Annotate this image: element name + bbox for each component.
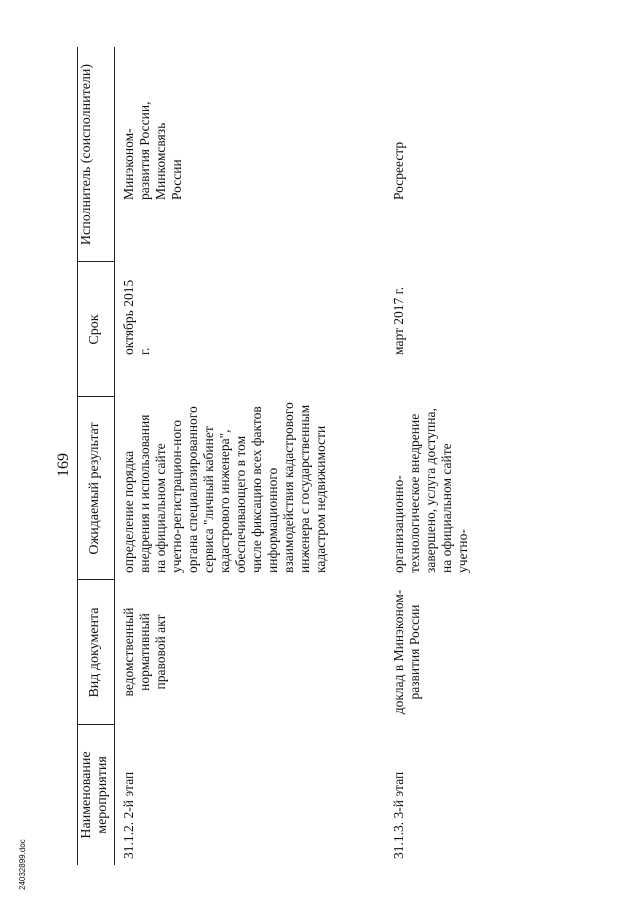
header-result: Ожидаемый результат xyxy=(87,422,102,555)
row-1-doc-type: ведомственный нормативный правовой акт xyxy=(121,607,168,697)
row-2-executor: Росреестр xyxy=(391,141,406,200)
rotated-page xyxy=(55,45,615,865)
row-2-doc-type: доклад в Минэконом-развития России xyxy=(391,589,422,715)
table-top-border xyxy=(77,47,78,865)
footer-code: 24032899.doc xyxy=(18,839,27,890)
row-1-executor: Минэконом-развития России, Минкомсвязь России xyxy=(121,101,184,200)
header-doc-type: Вид документа xyxy=(87,607,102,698)
header-bottom-border xyxy=(114,47,115,865)
activities-table xyxy=(77,47,613,865)
header-deadline: Срок xyxy=(87,314,102,345)
row-2-name: 31.1.3. 3-й этап xyxy=(391,771,406,859)
row-1-deadline: октябрь 2015 г. xyxy=(121,279,152,355)
row-2-deadline: март 2017 г. xyxy=(391,286,406,355)
header-executor: Исполнитель (соисполнители) xyxy=(79,63,94,246)
row-1-result: определение порядка внедрения и использования на официальном сайте учетно-регистрацион-ного органа специализированного сервиса "личный кабинет кадастрового инженера", обеспечивающего в том числе фиксацию всех фактов информационного взаимодействия кадастрового инженера с государственным кадастром недвижимости xyxy=(121,402,328,573)
header-name: Наименование мероприятия xyxy=(79,751,110,839)
page-number: 169 xyxy=(55,453,72,477)
row-2-result: организационно-технологическое внедрение завершено, услуга доступна, на официальном сайте учетно- xyxy=(391,408,470,573)
row-1-name: 31.1.2. 2-й этап xyxy=(121,771,136,859)
